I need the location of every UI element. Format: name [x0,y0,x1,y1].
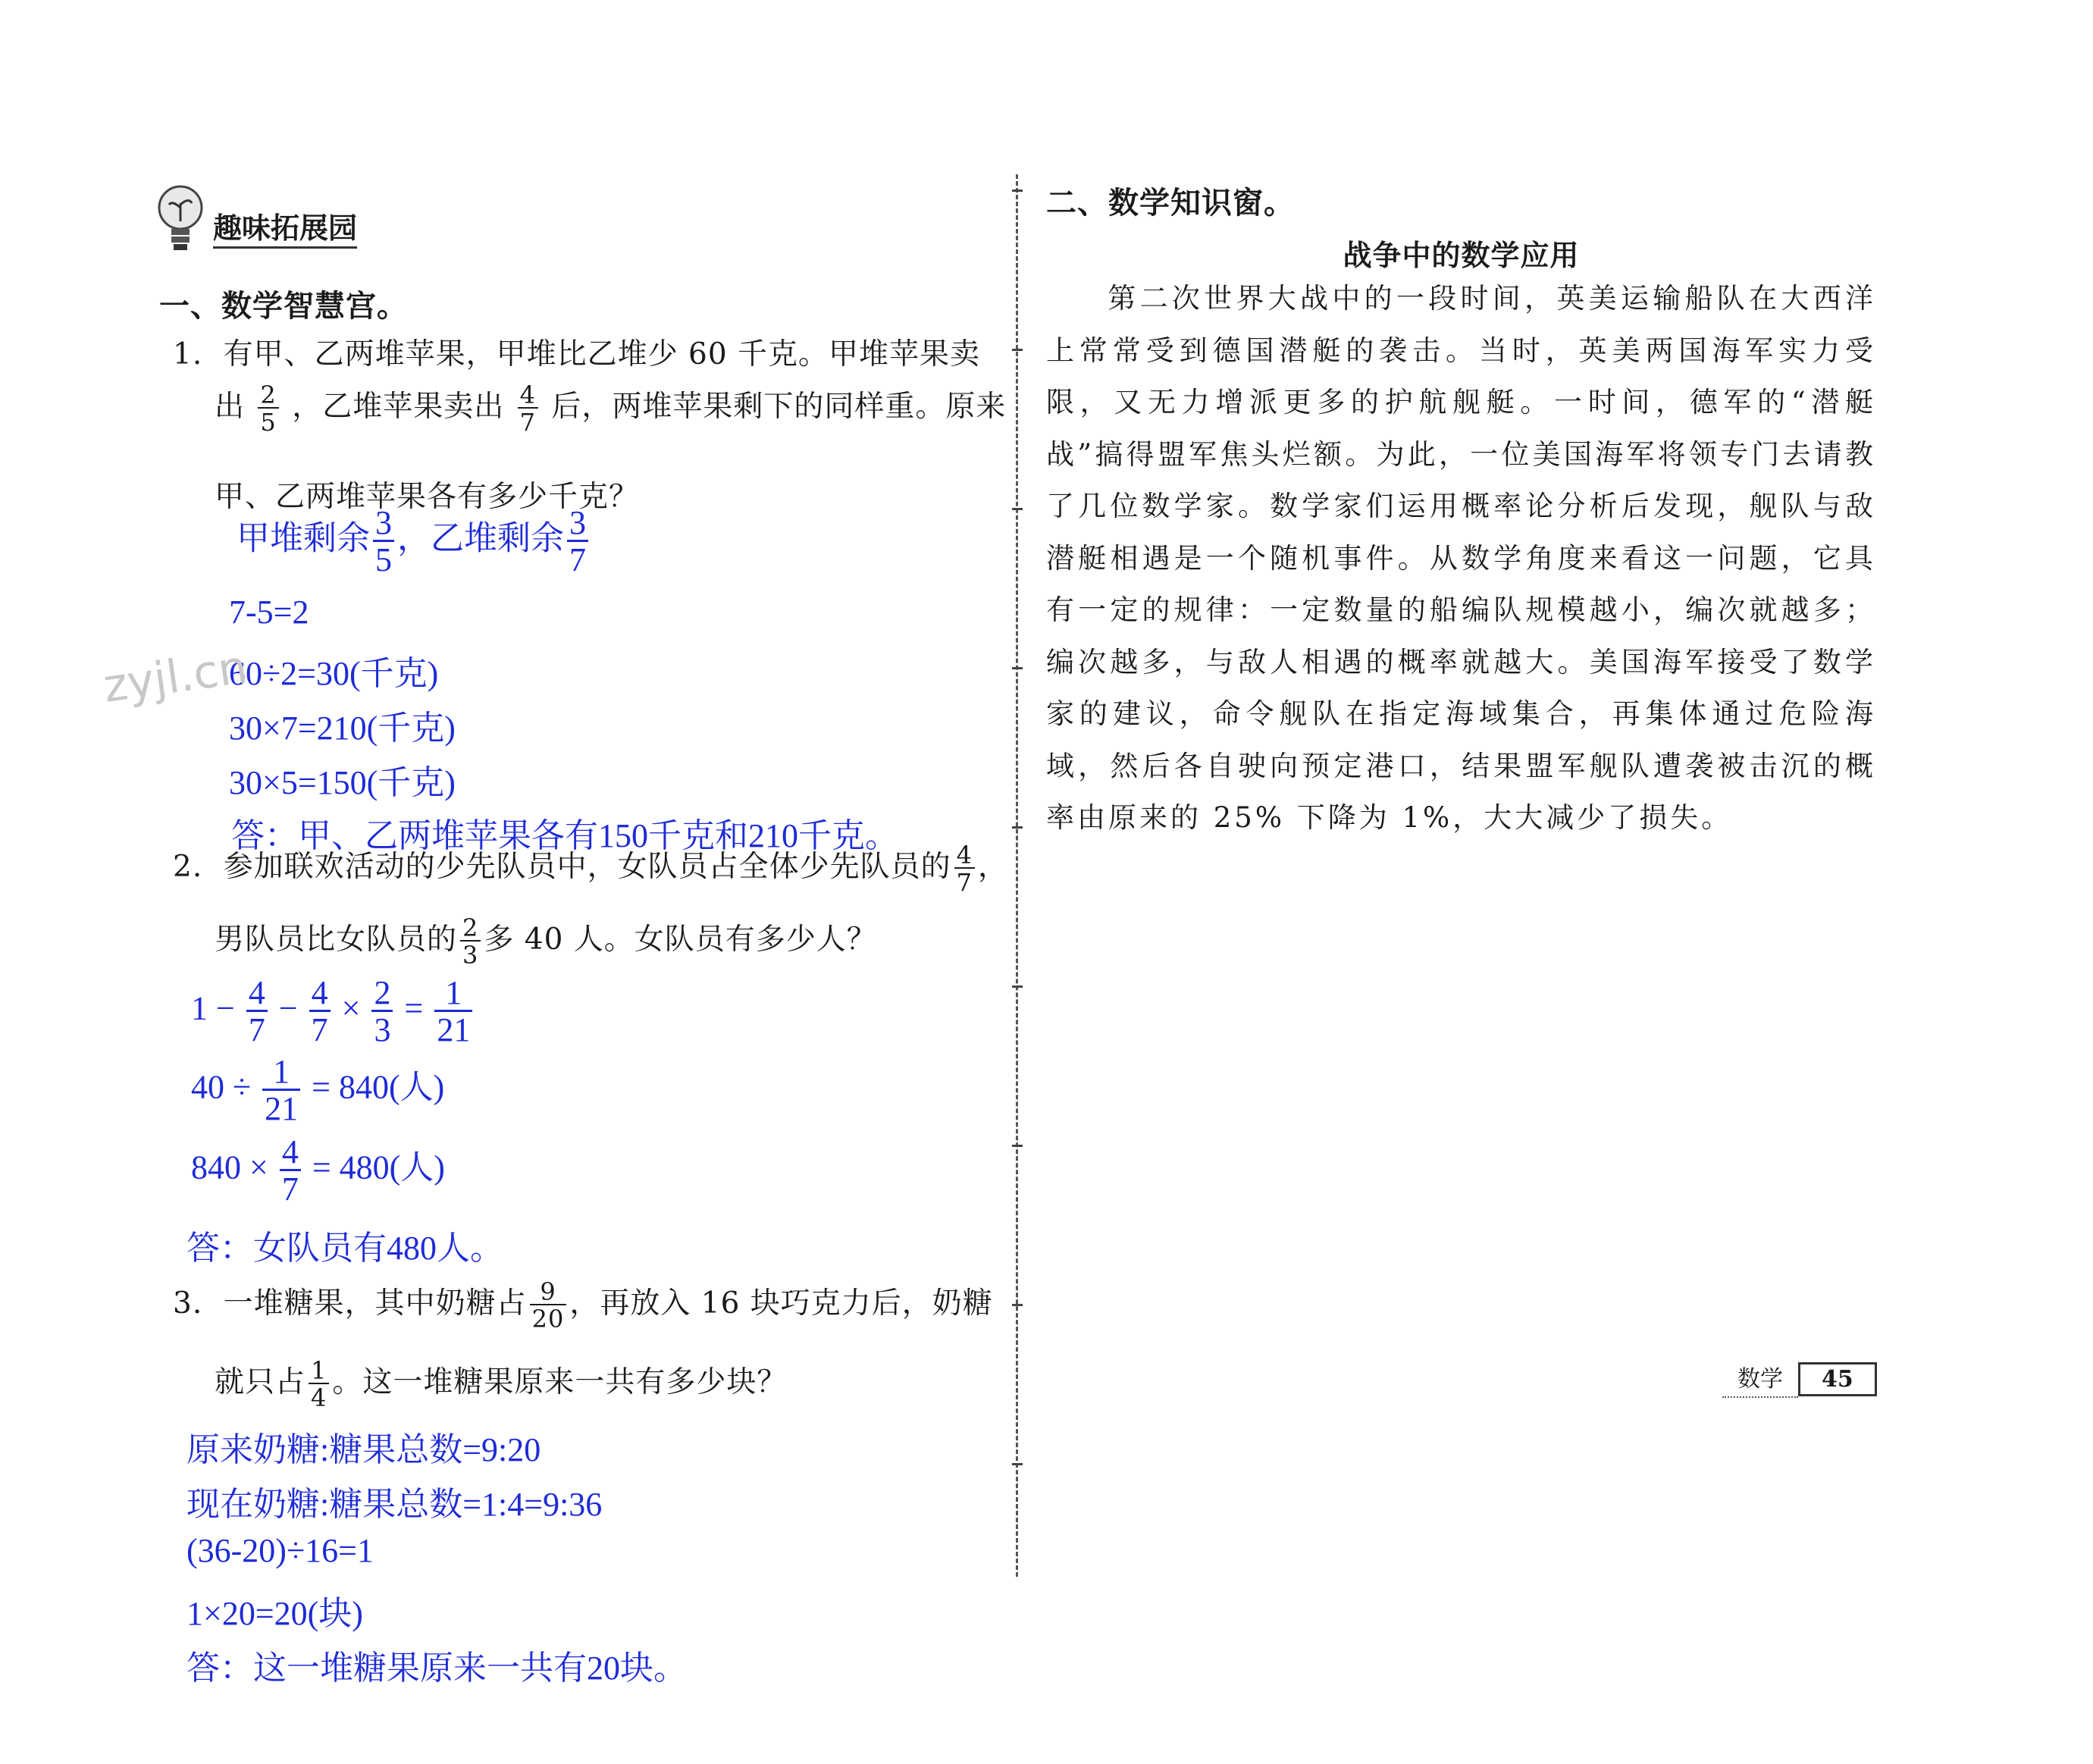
q2-eq3-a: 840 × [191,1148,268,1186]
q3-answer: 答：这一堆糖果原来一共有20块。 [186,1650,687,1687]
divider-tick [1012,508,1023,510]
q3-step-4: 1×20=20(块) [186,1595,363,1632]
q1-text-2b: ，乙堆苹果卖出 [292,390,505,424]
q2-answer: 答：女队员有480人。 [186,1230,503,1267]
q2-fraction-2-3: $\frac{2}{3}$ [460,916,481,967]
q2-equation-3 [191,1133,445,1208]
q2-eq1-f4: $\frac{1}{21}$ [434,976,472,1047]
q3-step-1: 原来奶糖:糖果总数=9:20 [186,1431,541,1468]
q2-eq1-f2: $\frac{4}{7}$ [309,976,331,1047]
divider-tick [1012,826,1023,829]
q3-fraction-9-20: $\frac{9}{20}$ [530,1280,567,1331]
divider-tick [1012,985,1023,988]
q3-text-2b: 。这一堆糖果原来一共有多少块？ [332,1365,788,1399]
q1-text-2c: 后，两堆苹果剩下的同样重。原来 [551,390,1007,424]
q3-step-3: (36-20)÷16=1 [186,1532,374,1569]
column-divider [1016,174,1018,1577]
q2-eq1-c: × [341,989,361,1027]
q2-eq2-a: 40 ÷ [191,1068,252,1106]
q2-line1 [173,843,1008,895]
q1-step-4: 30×5=150(千克) [229,764,456,801]
part-title-1: 一、数学智慧宫。 [159,289,408,324]
q3-number: 3. [173,1286,203,1321]
q3-text-1b: ，再放入 16 块巧克力后，奶糖 [569,1286,993,1321]
section-header-text: 趣味拓展园 [213,205,357,249]
q3-line1 [173,1277,993,1333]
q3-fraction-1-4: $\frac{1}{4}$ [309,1358,329,1410]
q2-line2 [215,913,877,970]
q1-step-3: 30×7=210(千克) [229,710,456,747]
q2-equation-2 [191,1055,444,1126]
q2-equation-1 [191,976,475,1047]
article-title: 战争中的数学应用 [1343,239,1580,272]
q1-fraction-2-5: $\frac{2}{5}$ [258,383,278,434]
q1-text-2a: 出 [215,390,246,424]
q1-line1 [173,331,980,373]
divider-tick [1012,349,1023,351]
page-number: 45 [1798,1362,1877,1396]
q1-ans-fraction-3-5: $\frac{3}{5}$ [373,506,394,577]
q2-text-2b: 多 40 人。女队员有多少人？ [484,923,877,957]
q2-text-1: 参加联欢活动的少先队员中，女队员占全体少先队员的 [223,850,951,884]
q1-line3: 甲、乙两堆苹果各有多少千克？ [215,480,640,514]
q1-ans-fraction-3-7: $\frac{3}{7}$ [567,506,588,577]
page-footer [1722,1360,1877,1398]
divider-tick [1012,190,1023,192]
q1-fraction-4-7: $\frac{4}{7}$ [518,383,538,434]
lightbulb-icon [155,182,205,258]
q1-step-1: 7-5=2 [229,594,309,631]
divider-tick [1012,1145,1023,1147]
q2-eq1-b: − [278,989,298,1027]
watermark: zyjl.cn [100,641,251,713]
footer-subject: 数学 [1722,1360,1798,1398]
q2-text-1-end: ， [978,850,1009,884]
q1-text-1: 有甲、乙两堆苹果，甲堆比乙堆少 60 千克。甲堆苹果卖 [223,337,981,371]
q2-eq2-f: $\frac{1}{21}$ [262,1055,300,1126]
q1-answer: 答：甲、乙两堆苹果各有150千克和210千克。 [231,817,898,854]
q2-text-2a: 男队员比女队员的 [215,923,458,957]
q1-ans-b: ，乙堆剩余 [397,519,564,557]
q2-eq3-b: = 480(人) [312,1148,445,1186]
q2-eq3-f: $\frac{4}{7}$ [280,1136,301,1206]
q1-number: 1. [173,337,203,371]
q2-eq1-d: = [404,989,424,1027]
divider-tick [1012,667,1023,669]
q1-ans-a: 甲堆剩余 [237,519,370,557]
section-header [155,182,357,258]
q3-line2 [215,1358,787,1410]
q1-line2 [215,381,1007,437]
article-body: 第二次世界大战中的一段时间，英美运输船队在大西洋上常常受到德国潜艇的袭击。当时，英美两国海军实力受限，又无力增派更多的护航舰艇。一时间，德军的“潜艇战”搞得盟军焦头烂额。为此，一位美国海军将领专门去请教了几位数学家。数学家们运用概率论分析后发现，舰队与敌潜艇相遇是一个随机事件。从数学角度来看这一问题，它具有一定的规律：一定数量的船编队规模越小，编次就越多；编次越多，与敌人相遇的概率就越大。美国海军接受了数学家的建议，命令舰队在指定海域集合，再集体通过危险海域，然后各自驶向预定港口，结果盟军舰队遭袭被击沉的概率由原来的 25% 下降为 1%，大大减少了损失。 [1046,282,1876,834]
q2-eq1-a: 1 − [191,989,235,1027]
q2-eq2-b: = 840(人) [312,1068,445,1106]
divider-tick [1012,1463,1023,1465]
q1-step-2: 60÷2=30(千克) [229,655,439,692]
divider-tick [1012,1304,1023,1306]
q2-fraction-4-7: $\frac{4}{7}$ [954,843,975,895]
q3-step-2: 现在奶糖:糖果总数=1:4=9:36 [186,1486,603,1523]
q3-text-2a: 就只占 [215,1365,306,1399]
part-title-2: 二、数学知识窗。 [1046,186,1295,221]
q2-number: 2. [173,850,203,884]
q2-eq1-f3: $\frac{2}{3}$ [371,976,393,1047]
q1-answer-remaining [237,506,591,577]
q3-text-1a: 一堆糖果，其中奶糖占 [223,1286,527,1321]
article-paragraph [1046,273,1876,844]
q2-eq1-f1: $\frac{4}{7}$ [246,976,268,1047]
